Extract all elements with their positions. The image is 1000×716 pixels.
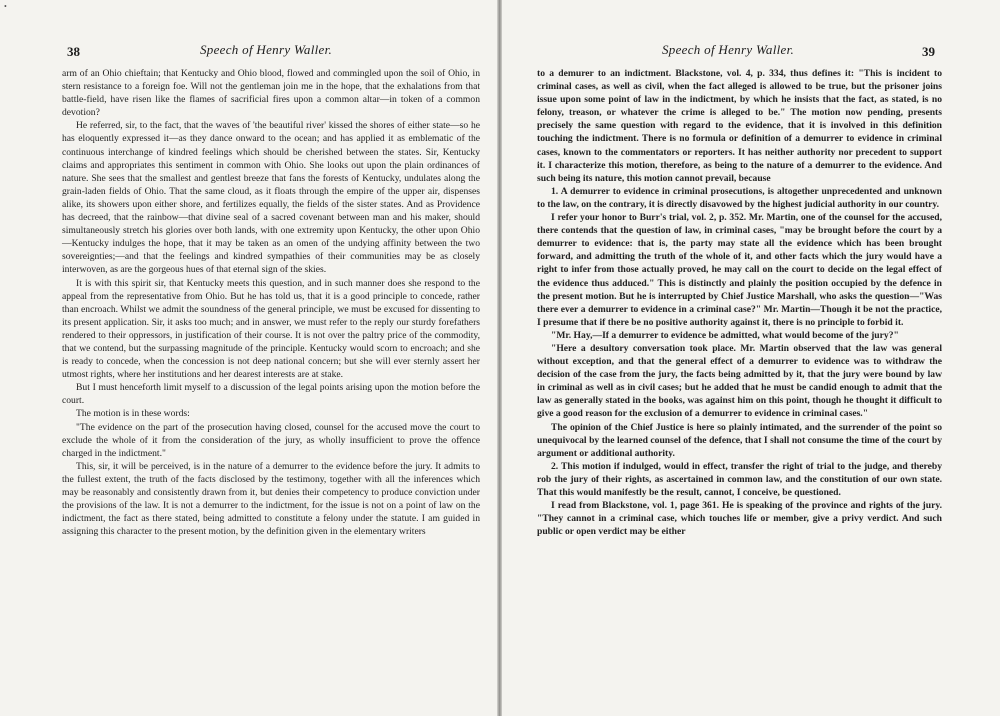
paragraph: to a demurer to an indictment. Blackstone, vol. 4, p. 334, thus defines it: "This is incident to criminal cases, as well as civil, when the fact alleged is allowed to be true, but the prisoner joins issue upon some point of law in the indictment, by which he insists that the fact, as stated, is no felony, treason, or whatever the crime is alleged to be." The motion now pending, presents precisely the same question with regard to the evidence, that it is involved in this definition touching the indictment. There is no formula or definition of a demurrer to evidence in criminal cases, known to the commentators or reporters. It has neither authority nor precedent to support it. I characterize this motion, therefore, as being to the nature of a demurrer to the evidence. And such being its nature, this motion cannot prevail, because — [537, 68, 942, 184]
paragraph: It is with this spirit sir, that Kentucky meets this question, and in such manner does she respond to the appeal from the representative from Ohio. But he has told us, that it is a good principle to concede, rather than encroach. Whilst we admit the soundness of the general principle, we must be excused for dissenting to its present application. Sir, it asks too much; and in answer, we must refer to the reply our sturdy forefathers rendered to their oppressors, in justification of their course. It is not over the paltry price of the commodity, that we contend, but the surpassing magnitude of the principle. Kentucky would scorn to encroach; and she is ready to concede, when the concession is not deep national concern; but she will ever sternly assert her utmost rights, where her institutions and her dearest interests are at stake. — [62, 277, 480, 381]
left-page — [0, 0, 497, 716]
right-page — [502, 0, 1000, 716]
margin-mark: • — [4, 2, 7, 11]
paragraph: This, sir, it will be perceived, is in the nature of a demurrer to the evidence before the jury. It admits to the fullest extent, the truth of the facts disclosed by the testimony, together with all the inferences which may be reasonably and consistently drawn from it, but denies their competency to produce conviction under the provisions of the law. It is not a demurrer to the indictment, for the issue is not on a point of law on the indictment, the fact as there stated, being admitted to constitute a felony under the statute. I am guided in assigning this character to the present motion, by the definition given in the elementary writers — [62, 460, 480, 538]
page-number: 38 — [67, 44, 80, 59]
paragraph: But I must henceforth limit myself to a discussion of the legal points arising upon the motion before the court. — [62, 382, 480, 407]
page-body — [62, 67, 480, 538]
paragraph: The opinion of the Chief Justice is here so plainly intimated, and the surrender of the point so unequivocal by the learned counsel of the defence, that I shall not consume the time of the court by argument or additional authority. — [537, 421, 942, 459]
paragraph: "Here a desultory conversation took place. Mr. Martin observed that the law was general without exception, and that the general effect of a demurrer to evidence was to withdraw the decision of the case from the jury, the facts being admitted by it, that the jury were bound by law in criminal as well as in civil cases; but he added that he must be candid enough to admit that the law as generally stated in the books, was against him on this point, though he thought it difficult to give a good reason for the exclusion of a demurrer to evidence in criminal cases." — [537, 342, 942, 420]
paragraph: arm of an Ohio chieftain; that Kentucky and Ohio blood, flowed and commingled upon the soil of Ohio, in stern resistance to a foreign foe. Will not the gentleman join me in the hope, that the exhalations from that battle-field, have risen like the flames of sacrificial fires upon a common altar—in token of a common devotion? — [62, 68, 480, 119]
paragraph: I read from Blackstone, vol. 1, page 361. He is speaking of the province and rights of the jury. "They cannot in a criminal case, which touches life or member, give a privy verdict. And such public or open verdict may be either — [537, 500, 942, 538]
running-head: Speech of Henry Waller. — [662, 42, 795, 57]
paragraph: "The evidence on the part of the prosecution having closed, counsel for the accused move the court to exclude the whole of it from the consideration of the jury, as wholly insufficient to prove the offence charged in the indictment." — [62, 421, 480, 459]
paragraph: 2. This motion if indulged, would in effect, transfer the right of trial to the judge, and thereby rob the jury of their rights, as ascertained in common law, and the constitution of our own state. That this would manifestly be the result, cannot, I conceive, be questioned. — [537, 460, 942, 498]
paragraph: "Mr. Hay,—If a demurrer to evidence be admitted, what would become of the jury?" — [551, 329, 899, 341]
paragraph: The motion is in these words: — [76, 408, 190, 420]
paragraph: 1. A demurrer to evidence in criminal prosecutions, is altogether unprecedented and unknown to the law, on the contrary, it is directly disavowed by the highest judicial authority in our country. — [537, 185, 942, 210]
running-head: Speech of Henry Waller. — [200, 42, 333, 57]
page-body — [537, 67, 942, 538]
paragraph: I refer your honor to Burr's trial, vol. 2, p. 352. Mr. Martin, one of the counsel for the accused, there contends that the question of law, in criminal cases, "may be brought before the court by a demurrer to evidence: that is, the party may state all the evidence which has been brought forward, and admitting the truth of the whole of it, and other facts which the jury would have a right to infer from those actually proved, he may call on the court to decide on the legal effect of the evidence thus adduced." This is distinctly and plainly the position occupied by the defence in the present motion. But he is interrupted by Chief Justice Marshall, who asks the question—"Was there ever a demurrer to evidence in a criminal case?" Mr. Martin—Though it be not the practice, I presume that if there be no positive authority against it, there is no principle to forbid it. — [537, 212, 942, 328]
paragraph: He referred, sir, to the fact, that the waves of 'the beautiful river' kissed the shores of either state—so he has eloquently expressed it—as they dance onward to the ocean; and has applied it as emblematic of the continuous interchange of kindred feelings which should be cherished between the states. Sir, Kentucky claims and appropriates this sentiment in common with Ohio. She looks out upon the plain ordinances of nature. She sees that the smallest and gentlest breeze that fans the forests of Kentucky, undulates along the grain-laden fields of Ohio. That the same cloud, as it floats through the empire of the upper air, dispenses alike, its showers upon either shore, and fertilizes equally, the fields of the sister states. And as Providence has decreed, that the rainbow—that divine seal of a sacred covenant between man and his maker, should simultaneously stretch his glories over both lands, with one extremity upon Kentucky, the other upon Ohio—Kentucky indulges the hope, that it may be taken as an omen of the undying affinity between the two sovereignties;—and that the feelings and kindred sympathies of their communities may be as closely interwoven, as are the gorgeous hues of that eternal sign of the skies. — [62, 120, 480, 276]
page-number: 39 — [922, 44, 935, 59]
